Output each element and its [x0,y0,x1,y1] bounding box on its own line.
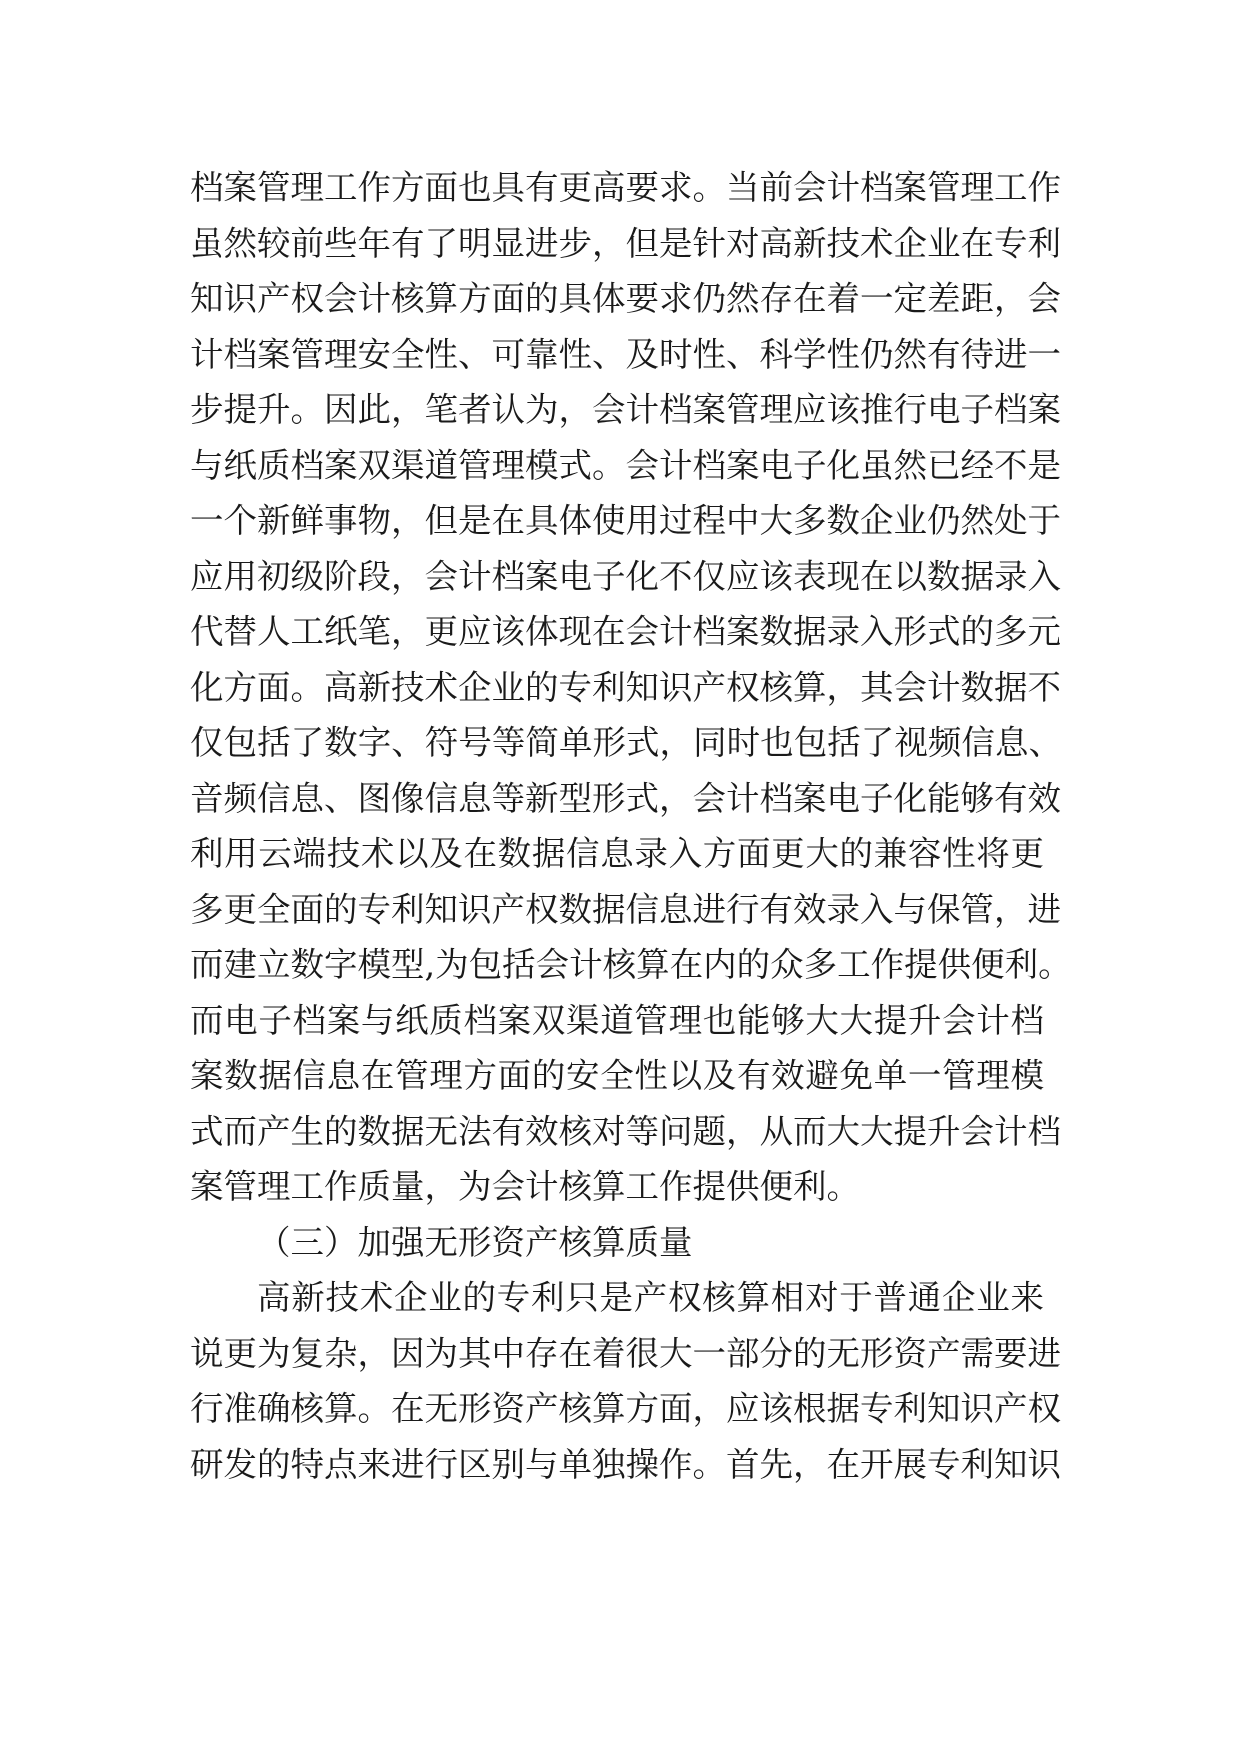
text-line: 化方面。高新技术企业的专利知识产权核算，其会计数据不 [190,667,1061,707]
text-line: 一个新鲜事物，但是在具体使用过程中大多数企业仍然处于 [190,501,1061,540]
text-line: 式而产生的数据无法有效核对等问题，从而大大提升会计档 [190,1111,1061,1151]
text-line: 说更为复杂，因为其中存在着很大一部分的无形资产需要进 [190,1333,1061,1373]
body-text [190,160,1090,1492]
text-line: 利用云端技术以及在数据信息录入方面更大的兼容性将更 [190,834,1044,873]
text-line: 高新技术企业的专利只是产权核算相对于普通企业来 [257,1278,1044,1317]
text-line: 虽然较前些年有了明显进步，但是针对高新技术企业在专利 [190,223,1061,263]
text-line: 案管理工作质量，为会计核算工作提供便利。 [190,1167,860,1206]
text-line: 音频信息、图像信息等新型形式，会计档案电子化能够有效 [190,778,1061,818]
text-line: 多更全面的专利知识产权数据信息进行有效录入与保管，进 [190,889,1061,929]
text-line: 档案管理工作方面也具有更高要求。当前会计档案管理工作 [190,168,1061,207]
text-line: 代替人工纸笔，更应该体现在会计档案数据录入形式的多元 [190,612,1061,651]
text-line: 仅包括了数字、符号等简单形式，同时也包括了视频信息、 [190,723,1062,762]
text-line: 研发的特点来进行区别与单独操作。首先，在开展专利知识 [190,1444,1061,1484]
text-line: 知识产权会计核算方面的具体要求仍然存在着一定差距，会 [190,279,1061,318]
text-line: 而电子档案与纸质档案双渠道管理也能够大大提升会计档 [190,1000,1044,1040]
section-heading: （三）加强无形资产核算质量 [257,1222,693,1262]
text-line: 步提升。因此，笔者认为，会计档案管理应该推行电子档案 [190,390,1061,429]
text-line: 案数据信息在管理方面的安全性以及有效避免单一管理模 [190,1056,1044,1095]
text-line: 而建立数字模型,为包括会计核算在内的众多工作提供便利。 [190,945,1072,984]
paragraph-2 [190,1270,1090,1492]
paragraph-1 [190,160,1090,1215]
text-line: 计档案管理安全性、可靠性、及时性、科学性仍然有待进一 [190,334,1061,374]
text-line: 应用初级阶段，会计档案电子化不仅应该表现在以数据录入 [190,556,1061,596]
text-line: 与纸质档案双渠道管理模式。会计档案电子化虽然已经不是 [190,445,1061,485]
text-line: 行准确核算。在无形资产核算方面，应该根据专利知识产权 [190,1389,1061,1428]
